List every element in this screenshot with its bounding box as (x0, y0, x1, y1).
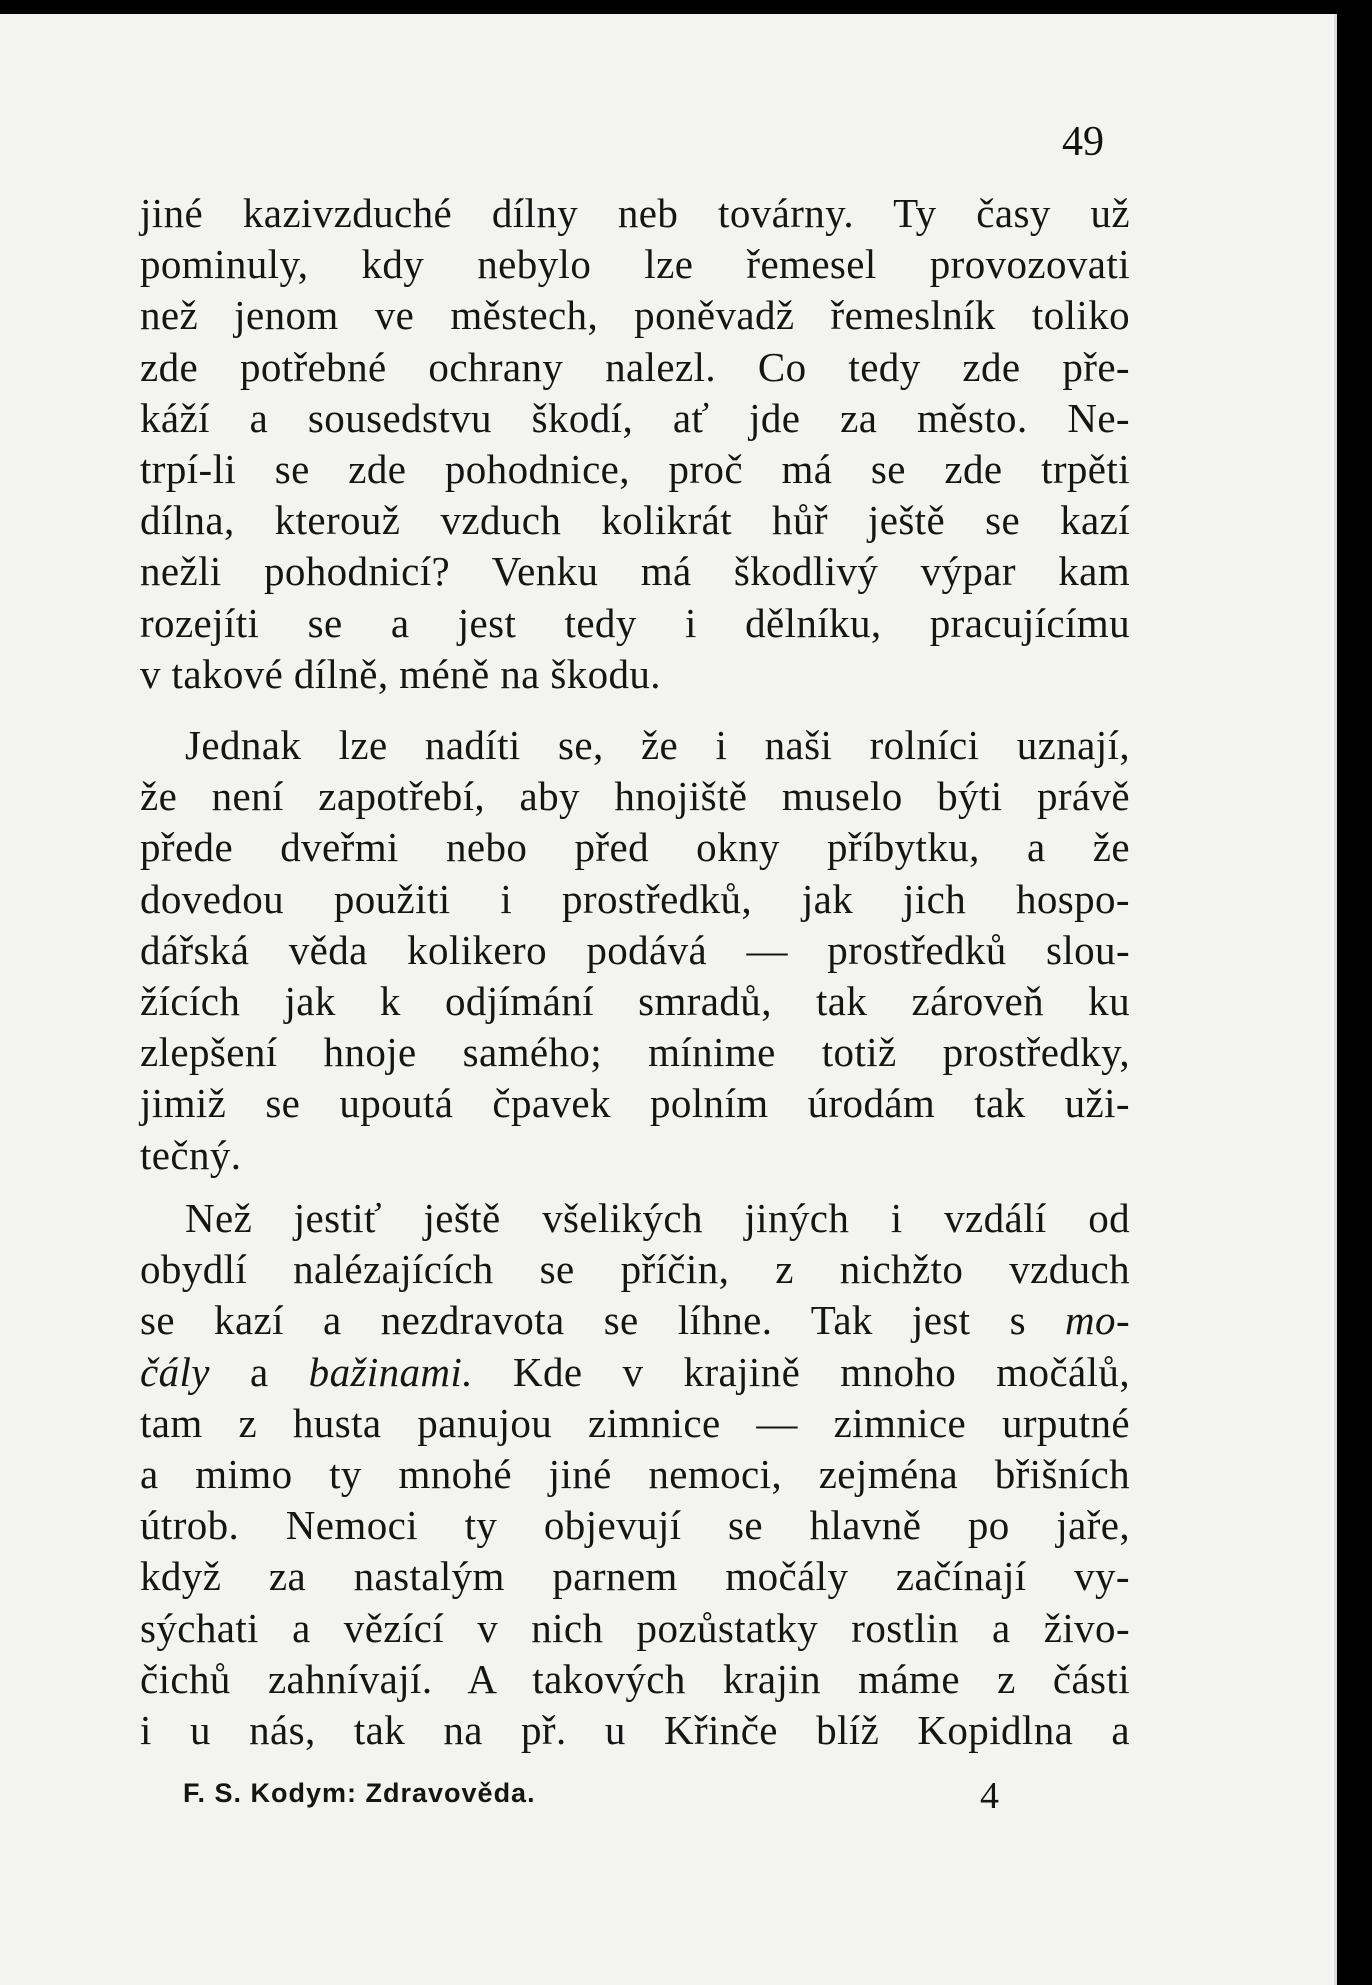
text-line (140, 1295, 1130, 1346)
italic-term: bažinami. (308, 1348, 473, 1395)
text-line: a mimo ty mnohé jiné nemoci, zejména břišních (140, 1451, 1130, 1498)
text-line: žících jak k odjímání smradů, tak zároveň ku (140, 978, 1130, 1025)
italic-term: čály (140, 1348, 210, 1395)
paragraph-3 (140, 1193, 1130, 1756)
sheet-number: 4 (980, 1775, 999, 1817)
text-line: než jenom ve městech, poněvadž řemeslník toliko (140, 292, 1130, 339)
text-line: trpí-li se zde pohodnice, proč má se zde trpěti (140, 446, 1130, 493)
paragraph-1 (140, 188, 1130, 700)
text-line: pominuly, kdy nebylo lze řemesel provozovati (140, 241, 1130, 288)
text-line: káží a sousedstvu škodí, ať jde za město. Ne- (140, 394, 1130, 441)
text-line: obydlí nalézajících se příčin, z nichžto vzduch (140, 1246, 1130, 1293)
text-line: Jednak lze nadíti se, že i naši rolníci uznají, (185, 722, 1130, 768)
book-page (0, 14, 1337, 1985)
text-line: jimiž se upoutá čpavek polním úrodám tak uži- (140, 1080, 1130, 1127)
text-line: sýchati a vězící v nich pozůstatky rostlin a živo- (140, 1604, 1130, 1651)
text-line: dářská věda kolikero podává — prostředků slou- (140, 926, 1130, 973)
text-line: přede dveřmi nebo před okny příbytku, a že (140, 824, 1130, 871)
text-line: i u nás, tak na př. u Křinče blíž Kopidlna a (140, 1707, 1130, 1754)
text-line: jiné kazivzduché dílny neb továrny. Ty časy už (140, 190, 1130, 236)
text-line: dovedou použiti i prostředků, jak jich hospo- (140, 875, 1130, 922)
text-line: když za nastalým parnem močály začínají vy- (140, 1553, 1130, 1600)
text-line: tečný. (140, 1131, 242, 1178)
text-line: rozejíti se a jest tedy i dělníku, pracujícímu (140, 599, 1130, 646)
italic-term: mo- (1065, 1297, 1130, 1344)
text-line (140, 1347, 1130, 1398)
text-line: Než jestiť ještě všelikých jiných i vzdálí od (185, 1195, 1130, 1241)
text-line: zlepšení hnoje samého; mínime totiž prostředky, (140, 1029, 1130, 1076)
text-run: se kazí a nezdravota se líhne. Tak jest s (140, 1297, 1066, 1344)
text-line: že není zapotřebí, aby hnojiště muselo býti právě (140, 773, 1130, 820)
page-number: 49 (1062, 119, 1104, 165)
signature-mark: F. S. Kodym: Zdravověda. (183, 1778, 536, 1808)
text-line: útrob. Nemoci ty objevují se hlavně po jaře, (140, 1502, 1130, 1549)
text-line: nežli pohodnicí? Venku má škodlivý výpar kam (140, 548, 1130, 595)
text-run: Kde v krajině mnoho močálů, (472, 1348, 1130, 1395)
text-line: v takové dílně, méně na škodu. (140, 650, 661, 697)
text-run: a (209, 1348, 309, 1395)
text-line: zde potřebné ochrany nalezl. Co tedy zde pře- (140, 343, 1130, 390)
text-line: dílna, kterouž vzduch kolikrát hůř ještě se kazí (140, 497, 1130, 544)
paragraph-2 (140, 720, 1130, 1181)
text-line: čichů zahnívají. A takových krajin máme z části (140, 1655, 1130, 1702)
text-line: tam z husta panujou zimnice — zimnice urputné (140, 1399, 1130, 1446)
